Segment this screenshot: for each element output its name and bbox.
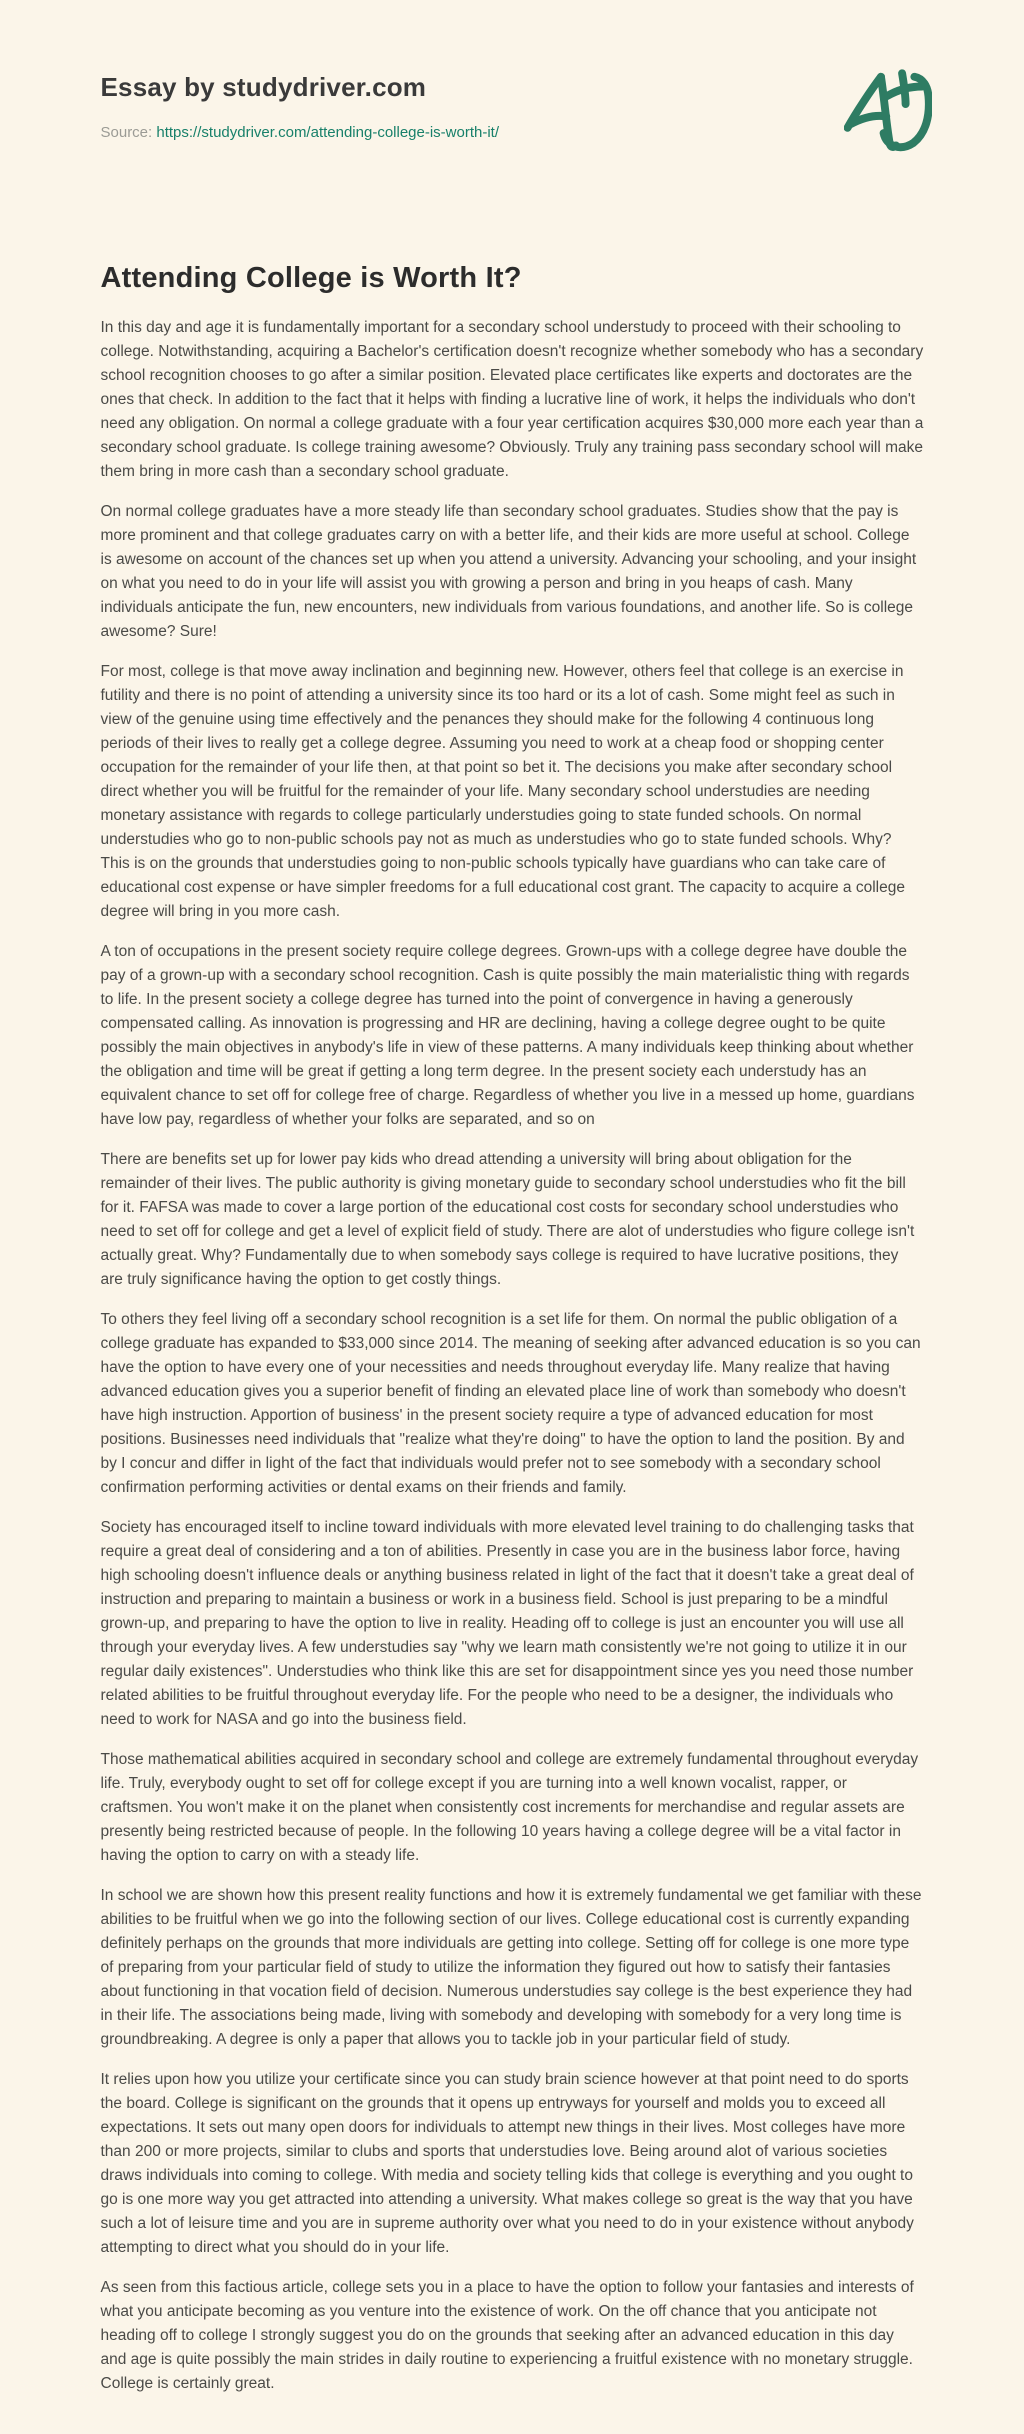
page-container <box>101 0 924 2396</box>
source-line <box>101 124 924 141</box>
essay-title: Attending College is Worth It? <box>100 262 522 294</box>
site-header-title: Essay by studydriver.com <box>100 72 427 102</box>
essay-body <box>101 316 924 2396</box>
essay-paragraph: A ton of occupations in the present society require college degrees. Grown-ups with a college degree have double the pay of a grown-up with a secondary school recognition. Cash is quite possibly the main materialistic thing with regards to life. In the present society a college degree has turned into the point of convergence in having a generously compensated calling. As innovation is progressing and HR are declining, having a college degree ought to be quite possibly the main objectives in anybody's life in view of these patterns. A many individuals keep thinking about whether the obligation and time will be great if getting a long term degree. In the present society each understudy has an equivalent chance to set off for college free of charge. Regardless of whether you live in a messed up home, guardians have low pay, regardless of whether your folks are separated, and so on <box>100 943 915 1128</box>
essay-paragraph: For most, college is that move away inclination and beginning new. However, others feel that college is an exercise in futility and there is no point of attending a university since its too hard or its a lot of cash. Some might feel as such in view of the genuine using time effectively and the penances they should make for the following 4 continuous long periods of their lives to really get a college degree. Assuming you need to work at a cheap food or shopping center occupation for the remainder of your life then, at that point so bet it. The decisions you make after secondary school direct whether you will be fruitful for the remainder of your life. Many secondary school understudies are needing monetary assistance with regards to college particularly understudies going to state funded schools. On normal understudies who go to non-public schools pay not as much as understudies who go to state funded schools. Why? This is on the grounds that understudies going to non-public schools typically have guardians who can take care of educational cost expense or have simpler freedoms for a full educational cost grant. The capacity to acquire a college degree will bring in you more cash. <box>100 663 905 920</box>
a-plus-logo-icon <box>844 62 932 162</box>
essay-paragraph: To others they feel living off a secondary school recognition is a set life for them. On normal the public obligation of a college graduate has expanded to $33,000 since 2014. The meaning of seeking after advanced education is so you can have the option to have every one of your necessities and needs throughout everyday life. Many realize that having advanced education gives you a superior benefit of finding an elevated place line of work than somebody who doesn't have high instruction. Apportion of business' in the present society require a type of advanced education for most positions. Businesses need individuals that "realize what they're doing" to have the option to land the position. By and by I concur and differ in light of the fact that individuals would prefer not to see somebody with a secondary school confirmation performing activities or dental exams on their friends and family. <box>100 1311 921 1496</box>
essay-paragraph: In school we are shown how this present reality functions and how it is extremely fundamental we get familiar with these abilities to be fruitful when we go into the following section of our lives. College educational cost is currently expanding definitely perhaps on the grounds that more individuals are getting into college. Setting off for college is one more type of preparing from your particular field of study to utilize the information they figured out how to satisfy their fantasies about functioning in that vocation field of decision. Numerous understudies say college is the best experience they had in their life. The associations being made, living with somebody and developing with somebody for a very long time is groundbreaking. A degree is only a paper that allows you to tackle job in your particular field of study. <box>100 1887 922 2048</box>
essay-paragraph: Society has encouraged itself to incline toward individuals with more elevated level training to do challenging tasks that require a great deal of considering and a ton of abilities. Presently in case you are in the business labor force, having high schooling doesn't influence deals or anything business related in light of the fact that it doesn't take a great deal of instruction and preparing to maintain a business or work in a business field. School is just preparing to be a mindful grown-up, and preparing to have the option to live in reality. Heading off to college is just an encounter you will use all through your everyday lives. A few understudies say "why we learn math consistently we're not going to utilize it in our regular daily existences". Understudies who think like this are set for disappointment since yes you need those number related abilities to be fruitful throughout everyday life. For the people who need to be a designer, the individuals who need to work for NASA and go into the business field. <box>100 1519 914 1728</box>
essay-paragraph: On normal college graduates have a more steady life than secondary school graduates. Studies show that the pay is more prominent and that college graduates carry on with a better life, and their kids are more useful at school. College is awesome on account of the chances set up when you attend a university. Advancing your schooling, and your insight on what you need to do in your life will assist you with growing a person and bring in you heaps of cash. Many individuals anticipate the fun, new encounters, new individuals from various foundations, and another life. So is college awesome? Sure! <box>100 503 917 640</box>
source-label: Source: <box>100 124 153 141</box>
essay-paragraph: Those mathematical abilities acquired in secondary school and college are extremely fundamental throughout everyday life. Truly, everybody ought to set off for college except if you are turning into a well known vocalist, rapper, or craftsmen. You won't make it on the planet when consistently cost increments for merchandise and regular assets are presently being restricted because of people. In the following 10 years having a college degree will be a vital factor in having the option to carry on with a steady life. <box>100 1751 919 1864</box>
source-url-link[interactable]: https://studydriver.com/attending-college-is-worth-it/ <box>156 124 500 141</box>
essay-paragraph: As seen from this factious article, college sets you in a place to have the option to follow your fantasies and interests of what you anticipate becoming as you venture into the existence of work. On the off chance that you anticipate not heading off to college I strongly suggest you do on the grounds that seeking after an advanced education in this day and age is quite possibly the main strides in daily routine to experiencing a fruitful existence with no monetary struggle. College is certainly great. <box>100 2279 914 2392</box>
page-header <box>101 0 924 141</box>
essay-paragraph: In this day and age it is fundamentally important for a secondary school understudy to proceed with their schooling to college. Notwithstanding, acquiring a Bachelor's certification doesn't recognize whether somebody who has a secondary school recognition chooses to go after a similar position. Elevated place certificates like experts and doctorates are the ones that check. In addition to the fact that it helps with finding a lucrative line of work, it helps the individuals who don't need any obligation. On normal a college graduate with a four year certification acquires $30,000 more each year than a secondary school graduate. Is college training awesome? Obviously. Truly any training pass secondary school will make them bring in more cash than a secondary school graduate. <box>100 319 924 480</box>
essay-paragraph: There are benefits set up for lower pay kids who dread attending a university will bring about obligation for the remainder of their lives. The public authority is giving monetary guide to secondary school understudies who fit the bill for it. FAFSA was made to cover a large portion of the educational cost costs for secondary school understudies who need to set off for college and get a level of explicit field of study. There are alot of understudies who figure college isn't actually great. Why? Fundamentally due to when somebody says college is required to have lucrative positions, they are truly significance having the option to get costly things. <box>100 1151 915 1288</box>
essay-paragraph: It relies upon how you utilize your certificate since you can study brain science however at that point need to do sports the board. College is significant on the grounds that it opens up entryways for yourself and molds you to exceed all expectations. It sets out many open doors for individuals to attempt new things in their lives. Most colleges have more than 200 or more projects, similar to clubs and sports that understudies love. Being around alot of various societies draws individuals into coming to college. With media and society telling kids that college is everything and you ought to go is one more way you get attracted into attending a university. What makes college so great is the way that you have such a lot of leisure time and you are in supreme authority over what you need to do in your existence without anybody attempting to direct what you should do in your life. <box>100 2071 914 2256</box>
